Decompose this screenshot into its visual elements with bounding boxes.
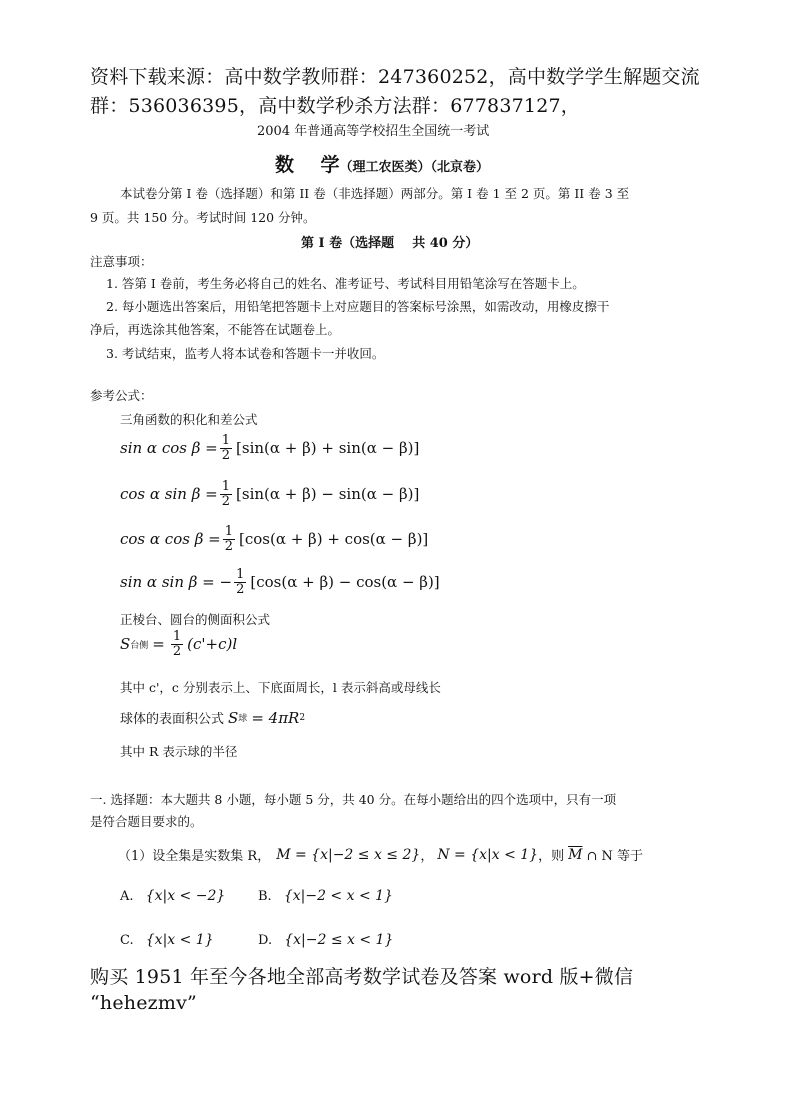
sphere-area-formula <box>120 708 305 727</box>
sphere-area-note: 其中 R 表示球的半径 <box>120 744 238 759</box>
one-half-fraction <box>220 434 232 462</box>
question-1-separator: ， <box>420 849 434 864</box>
question-1-stem <box>118 845 643 864</box>
source-notice-line-2: 群：536036395，高中数学秒杀方法群：677837127， <box>90 95 580 117</box>
one-half-fraction <box>223 525 235 553</box>
subject-category: （理工农医类）（北京卷） <box>339 160 489 175</box>
trig-formula-2 <box>120 480 419 508</box>
lateral-area-symbol: S <box>120 635 131 654</box>
note-item-2-line-1: 2. 每小题选出答案后，用铅笔把答题卡上对应题目的答案标号涂黑，如需改动，用橡皮擦干 <box>106 299 610 314</box>
lateral-area-heading: 正棱台、圆台的侧面积公式 <box>120 612 271 627</box>
formula-4-lhs: sin α sin β = − <box>120 573 233 592</box>
footer-promo-line-1: 购买 1951 年至今各地全部高考数学试卷及答案 word 版+微信 <box>90 966 634 988</box>
intro-line-1: 本试卷分第 I 卷（选择题）和第 II 卷（非选择题）两部分。第 I 卷 1 至 2 页。第 II 卷 3 至 <box>120 186 630 201</box>
one-half-fraction <box>171 630 183 658</box>
formula-3-lhs: cos α cos β = <box>120 530 221 549</box>
option-C-value: {x|x < 1} <box>145 932 214 948</box>
fraction-numerator: 1 <box>172 629 182 644</box>
sphere-area-symbol: S <box>228 708 239 727</box>
fraction-numerator: 1 <box>221 433 231 448</box>
footer-promo-line-2: “hehezmv” <box>90 992 197 1014</box>
option-C <box>120 932 214 948</box>
formula-1-rhs: [sin(α + β) + sin(α − β)] <box>236 439 420 458</box>
question-1-then: ，则 <box>538 849 565 864</box>
section-one-instructions-line-2: 是符合题目要求的。 <box>90 814 203 829</box>
complement-M: $\overline{M}$ <box>568 846 583 863</box>
sphere-area-rhs: = 4πR <box>251 708 300 727</box>
lateral-area-subscript: 台侧 <box>130 640 149 651</box>
notes-heading: 注意事项： <box>90 254 153 269</box>
trig-formula-1 <box>120 434 419 462</box>
fraction-denominator: 2 <box>221 447 231 463</box>
exam-title: 2004 年普通高等学校招生全国统一考试 <box>257 124 490 139</box>
fraction-numerator: 1 <box>224 524 233 539</box>
note-item-1: 1. 答第 I 卷前，考生务必将自己的姓名、准考证号、考试科目用铅笔涂写在答题卡上。 <box>106 276 585 291</box>
formulas-heading: 参考公式： <box>90 388 153 403</box>
option-B-value: {x|−2 < x < 1} <box>283 888 393 904</box>
fraction-numerator: 1 <box>221 479 231 494</box>
formula-2-lhs: cos α sin β = <box>120 485 218 504</box>
lateral-area-note: 其中 c'，c 分别表示上、下底面周长，l 表示斜高或母线长 <box>120 680 441 695</box>
option-D <box>258 932 393 948</box>
formula-4-rhs: [cos(α + β) − cos(α − β)] <box>250 573 440 592</box>
option-D-label: D. <box>258 933 273 948</box>
fraction-denominator: 2 <box>224 538 233 554</box>
subject-name: 数 学 <box>275 154 340 176</box>
subject-heading <box>275 150 489 177</box>
fraction-numerator: 1 <box>236 567 245 582</box>
fraction-denominator: 2 <box>221 493 231 509</box>
sphere-area-subscript: 球 <box>238 714 248 724</box>
intro-line-2: 9 页。共 150 分。考试时间 120 分钟。 <box>90 210 316 225</box>
option-A-label: A. <box>120 889 134 904</box>
option-B <box>258 888 393 904</box>
formula-2-rhs: [sin(α + β) − sin(α − β)] <box>236 485 420 504</box>
note-item-2-line-2: 净后，再选涂其他答案，不能答在试题卷上。 <box>90 322 341 337</box>
question-1-intro: （1）设全集是实数集 R， <box>118 849 271 864</box>
part-one-title: 第 I 卷（选择题 共 40 分） <box>301 236 479 251</box>
one-half-fraction <box>220 480 232 508</box>
formula-1-lhs: sin α cos β = <box>120 439 218 458</box>
option-D-value: {x|−2 ≤ x < 1} <box>284 932 394 948</box>
note-item-3: 3. 考试结束，监考人将本试卷和答题卡一并收回。 <box>106 346 385 361</box>
option-A <box>120 888 225 904</box>
sphere-area-text: 球体的表面积公式 <box>120 712 225 727</box>
fraction-denominator: 2 <box>236 581 245 597</box>
option-A-value: {x|x < −2} <box>145 888 226 904</box>
trig-formula-heading: 三角函数的积化和差公式 <box>120 412 258 427</box>
option-B-label: B. <box>258 889 272 904</box>
lateral-area-rhs: (c'+c)l <box>187 635 238 654</box>
fraction-denominator: 2 <box>172 643 182 659</box>
source-notice-line-1: 资料下载来源：高中数学教师群：247360252，高中数学学生解题交流 <box>90 66 700 88</box>
section-one-instructions-line-1: 一. 选择题：本大题共 8 小题，每小题 5 分，共 40 分。在每小题给出的四个选项中，只有一项 <box>90 792 617 807</box>
lateral-area-formula: S 台侧 = $\frac{1}{2}$ (c'+c)l <box>120 629 238 659</box>
sphere-area-exponent: 2 <box>299 712 306 723</box>
option-C-label: C. <box>120 933 134 948</box>
one-half-fraction <box>234 568 246 596</box>
set-M-definition: M = {x|−2 ≤ x ≤ 2} <box>276 846 421 863</box>
formula-3-rhs: [cos(α + β) + cos(α − β)] <box>238 530 429 549</box>
set-N-definition: N = {x|x < 1} <box>437 846 539 863</box>
trig-formula-4 <box>120 568 440 596</box>
question-1-tail: ∩ N 等于 <box>586 849 643 864</box>
trig-formula-3 <box>120 525 428 553</box>
